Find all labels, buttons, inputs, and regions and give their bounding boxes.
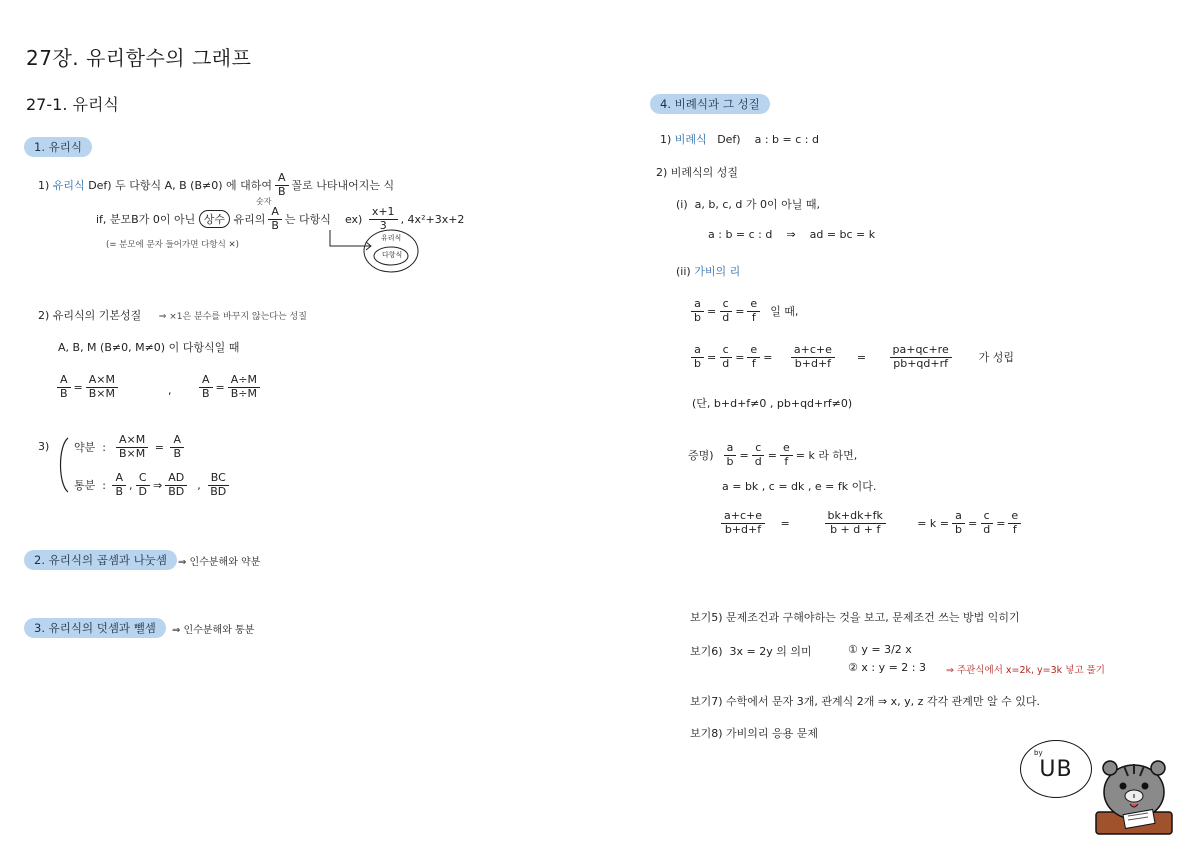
prop-num: 2) xyxy=(38,309,50,322)
tiger-mascot-icon xyxy=(1094,756,1174,836)
case-ii-title: (ii) 가비의 리 xyxy=(676,265,741,278)
section-2-note: ⇒ 인수분해와 약분 xyxy=(178,557,261,568)
venn-inner-label: 다항식 xyxy=(382,251,403,259)
property-equation-2: $\frac{A}{B}$ = $\frac{A\div M}{B\div M}$ xyxy=(196,374,263,400)
if-text-2: 유리의 xyxy=(233,213,266,227)
section-3-note: ⇒ 인수분해와 통분 xyxy=(172,625,255,636)
def-text-tail: 꼴로 나타내어지는 식 xyxy=(291,179,395,193)
example-6-note: ⇒ 주관식에서 x=2k, y=3k 넣고 풀기 xyxy=(946,665,1105,676)
common-denominator-label: 통분 xyxy=(74,479,96,493)
section-heading-1: 1. 유리식 xyxy=(24,137,92,157)
case-i-condition: (i) a, b, c, d 가 0이 아닐 때, xyxy=(676,198,820,211)
proportion-definition: 1) 비례식 Def) a : b = c : d xyxy=(660,133,819,146)
reduction-label: 약분 xyxy=(74,441,96,455)
note-above-circle: 숫자 xyxy=(256,197,272,206)
gabi-formula-row: $\frac{a}{b}$ = $\frac{c}{d}$ = $\frac{e}{f}$ = $\frac{a+c+e}{b+d+f}$ = $\frac{pa+qc+re}{pb+qd+rf}$ 가 성립 xyxy=(688,344,1014,370)
section-title: 27-1. 유리식 xyxy=(26,95,119,114)
comma: , xyxy=(168,384,172,397)
if-text: if, 분모B가 0이 아닌 xyxy=(96,213,196,227)
proof-row-2: a = bk , c = dk , e = fk 이다. xyxy=(722,480,877,493)
gabi-condition: (단, b+d+f≠0 , pb+qd+rf≠0) xyxy=(692,397,853,410)
logo-small-text: by xyxy=(1034,749,1043,757)
section-heading-3: 3. 유리식의 덧셈과 뺄셈 xyxy=(24,618,166,638)
property-condition: A, B, M (B≠0, M≠0) 이 다항식일 때 xyxy=(58,341,240,354)
example-6-option-1: ① y = 3/2 x xyxy=(848,643,912,656)
section-heading-2: 2. 유리식의 곱셈과 나눗셈 xyxy=(24,550,177,570)
example-5: 보기5) 문제조건과 구해야하는 것을 보고, 문제조건 쓰는 방법 익히기 xyxy=(690,611,1020,624)
definition-line xyxy=(38,172,394,198)
example-8: 보기8) 가비의리 응용 문제 xyxy=(690,727,819,740)
proof-label: 증명) xyxy=(688,449,714,463)
note-polynomial: (= 분모에 문자 들어가면 다항식 ✕) xyxy=(106,240,239,250)
example-6-label: 보기6) 3x = 2y 의 의미 xyxy=(690,645,812,658)
if-text-3: 는 다항식 xyxy=(284,213,331,227)
logo-text: UB xyxy=(1039,756,1073,782)
logo-bubble xyxy=(1020,740,1092,798)
chapter-title: 27장. 유리함수의 그래프 xyxy=(26,46,252,70)
section-heading-4: 4. 비례식과 그 성질 xyxy=(650,94,770,114)
if-fraction: $\frac{A}{B}$ xyxy=(268,206,282,232)
example-label: ex) xyxy=(344,212,363,226)
common-denominator-row: 통분 : $\frac{A}{B}$ , $\frac{C}{D}$ ⇒ $\frac{AD}{BD}$ , $\frac{BC}{BD}$ xyxy=(74,472,232,498)
example-tail: , 4x²+3x+2 xyxy=(400,212,465,226)
def-fraction: $\frac{A}{B}$ xyxy=(275,172,289,198)
def-term: 유리식 xyxy=(52,179,85,193)
proof-row-3: $\frac{a+c+e}{b+d+f}$ = $\frac{bk+dk+fk}{b + d + f}$ = k = $\frac{a}{b}$ = $\frac{c}{d}$ = $\frac{e}{f}$ xyxy=(716,510,1024,536)
item-3-number: 3) xyxy=(38,440,50,453)
brace-icon xyxy=(54,436,70,494)
def-text: 두 다항식 A, B (B≠0) 에 대하여 xyxy=(115,179,272,193)
example-6-option-2: ② x : y = 2 : 3 xyxy=(848,661,926,674)
prop-title: 유리식의 기본성질 xyxy=(52,309,142,322)
gabi-term: 가비의 리 xyxy=(694,265,741,278)
prop-note: ⇒ ×1은 분수를 바꾸지 않는다는 성질 xyxy=(158,312,307,322)
ratio-equality-row: $\frac{a}{b}$ = $\frac{c}{d}$ = $\frac{e}{f}$ 일 때, xyxy=(688,298,798,324)
proof-row-1: 증명) $\frac{a}{b}$ = $\frac{c}{d}$ = $\frac{e}{f}$ = k 라 하면, xyxy=(688,441,858,468)
example-fraction: $\frac{x+1}{3}$ xyxy=(369,206,398,232)
proportion-term: 비례식 xyxy=(674,133,707,146)
property-equation-1: $\frac{A}{B}$ = $\frac{A\times M}{B\times M}$ xyxy=(54,374,121,400)
case-i-result: a : b = c : d ⇒ ad = bc = k xyxy=(708,228,876,241)
circled-word: 상수 xyxy=(199,210,230,228)
def-number: 1) xyxy=(38,178,50,192)
proportion-properties-title: 2) 비례식의 성질 xyxy=(656,166,739,179)
property-heading xyxy=(38,307,307,323)
reduction-row: 약분 : $\frac{A\times M}{B\times M}$ = $\frac{A}{B}$ xyxy=(74,434,187,460)
venn-outer-label: 유리식 xyxy=(381,234,402,242)
def-word: Def) xyxy=(88,178,112,192)
example-7: 보기7) 수학에서 문자 3개, 관계식 2개 ⇒ x, y, z 각각 관계만 알 수 있다. xyxy=(690,695,1041,708)
